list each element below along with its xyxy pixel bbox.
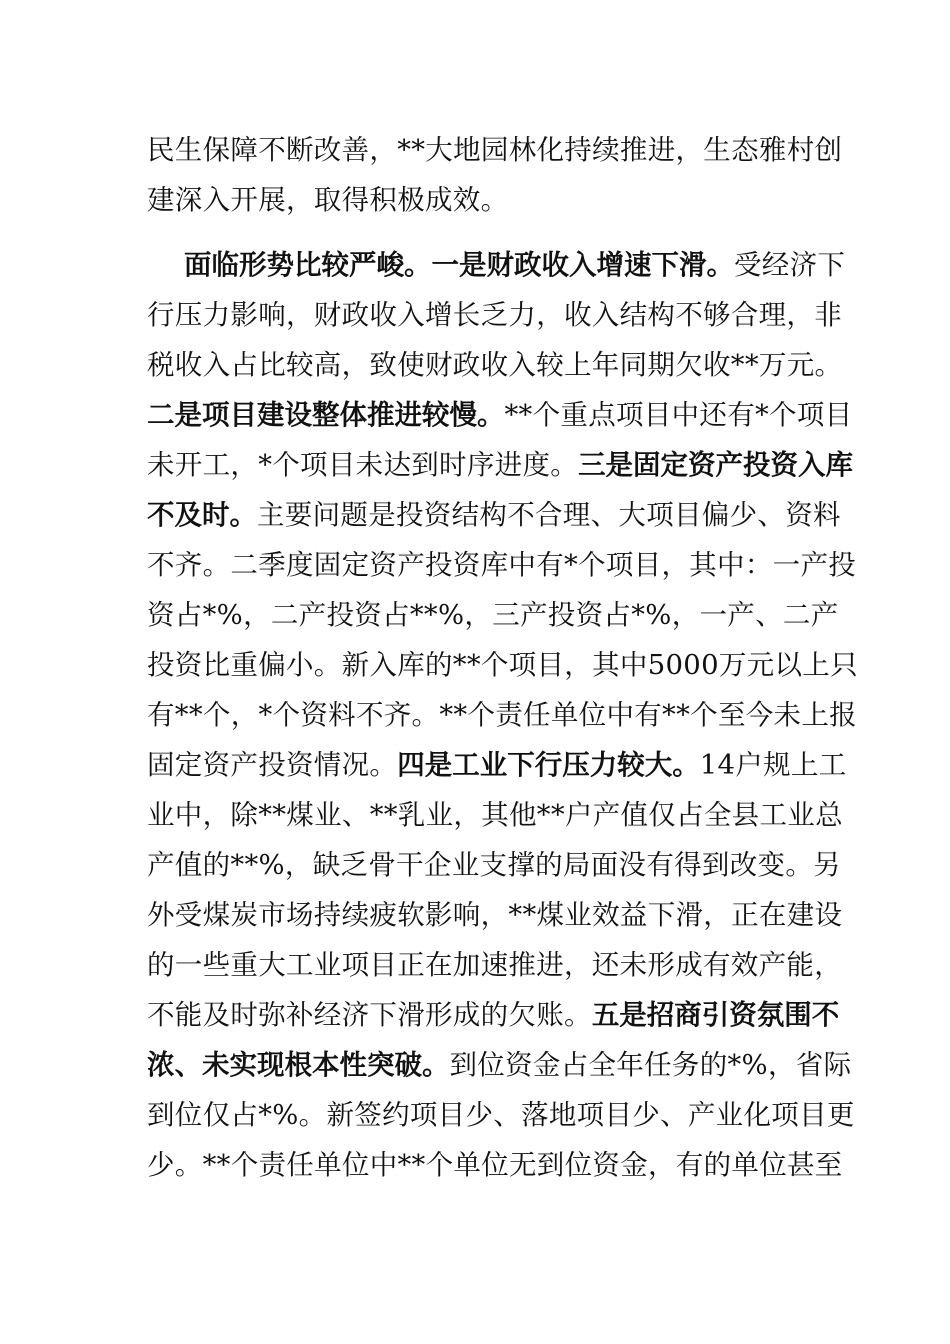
bold-heading-text: 四是工业下行压力较大。	[397, 749, 700, 781]
body-text: 14户规上工	[699, 749, 847, 781]
text-line	[147, 134, 843, 166]
body-text: 外受煤炭市场持续疲软影响，**煤业效益下滑，正在建设	[147, 899, 843, 931]
text-line	[147, 184, 803, 216]
body-text: 主要问题是投资结构不合理、大项目偏少、资料	[257, 499, 841, 531]
body-text: 建深入开展，取得积极成效。	[147, 184, 509, 216]
text-line	[147, 549, 857, 581]
text-line	[147, 649, 858, 681]
body-text: **个重点项目中还有*个项目	[504, 399, 853, 431]
body-text: 民生保障不断改善，**大地园林化持续推进，生态雅村创	[147, 134, 843, 166]
text-line	[147, 349, 843, 381]
body-text: 税收入占比较高，致使财政收入较上年同期欠收**万元。	[147, 349, 843, 381]
bold-heading-text: 三是固定资产投资入库	[578, 449, 854, 481]
text-line	[147, 1099, 855, 1131]
bold-heading-text: 面临形势比较严峻。	[184, 249, 432, 281]
body-text: 产值的**%，缺乏骨干企业支撑的局面没有得到改变。另	[147, 849, 841, 881]
text-line	[147, 949, 842, 981]
text-line	[147, 599, 839, 631]
bold-heading-text: 浓、未实现根本性突破。	[147, 1049, 450, 1081]
text-line	[147, 799, 843, 831]
text-line	[147, 499, 841, 531]
body-text: 到位资金占全年任务的*%，省际	[449, 1049, 852, 1081]
body-text: 行压力影响，财政收入增长乏力，收入结构不够合理，非	[147, 299, 842, 331]
bold-heading-text: 一是财政收入增速下滑。	[431, 249, 734, 281]
text-line	[147, 899, 843, 931]
body-text: 资占*%，二产投资占**%，三产投资占*%，一产、二产	[147, 599, 839, 631]
bold-heading-text: 不及时。	[147, 499, 257, 531]
text-line	[147, 299, 842, 331]
text-line	[147, 749, 847, 781]
bold-heading-text: 二是项目建设整体推进较慢。	[147, 399, 505, 431]
body-text: 不能及时弥补经济下滑形成的欠账。	[147, 999, 592, 1031]
body-text: 业中，除**煤业、**乳业，其他**户产值仅占全县工业总	[147, 799, 843, 831]
body-text: 有**个，*个资料不齐。**个责任单位中有**个至今未上报	[147, 699, 857, 731]
text-line	[147, 399, 853, 431]
text-line	[147, 1149, 843, 1181]
body-text: 少。**个责任单位中**个单位无到位资金，有的单位甚至	[147, 1149, 843, 1181]
text-line	[147, 849, 841, 881]
text-line	[147, 699, 857, 731]
text-line	[147, 449, 854, 481]
text-line	[147, 999, 840, 1031]
body-text: 的一些重大工业项目正在加速推进，还未形成有效产能，	[147, 949, 842, 981]
body-text: 未开工，*个项目未达到时序进度。	[147, 449, 579, 481]
bold-heading-text: 五是招商引资氛围不	[591, 999, 840, 1031]
body-text: 固定资产投资情况。	[147, 749, 398, 781]
body-text: 受经济下	[734, 249, 846, 281]
text-line	[147, 1049, 852, 1081]
body-text: 投资比重偏小。新入库的**个项目，其中5000万元以上只	[147, 649, 858, 681]
text-line	[184, 249, 846, 281]
body-text: 到位仅占*%。新签约项目少、落地项目少、产业化项目更	[147, 1099, 855, 1131]
body-text: 不齐。二季度固定资产投资库中有*个项目，其中：一产投	[147, 549, 857, 581]
